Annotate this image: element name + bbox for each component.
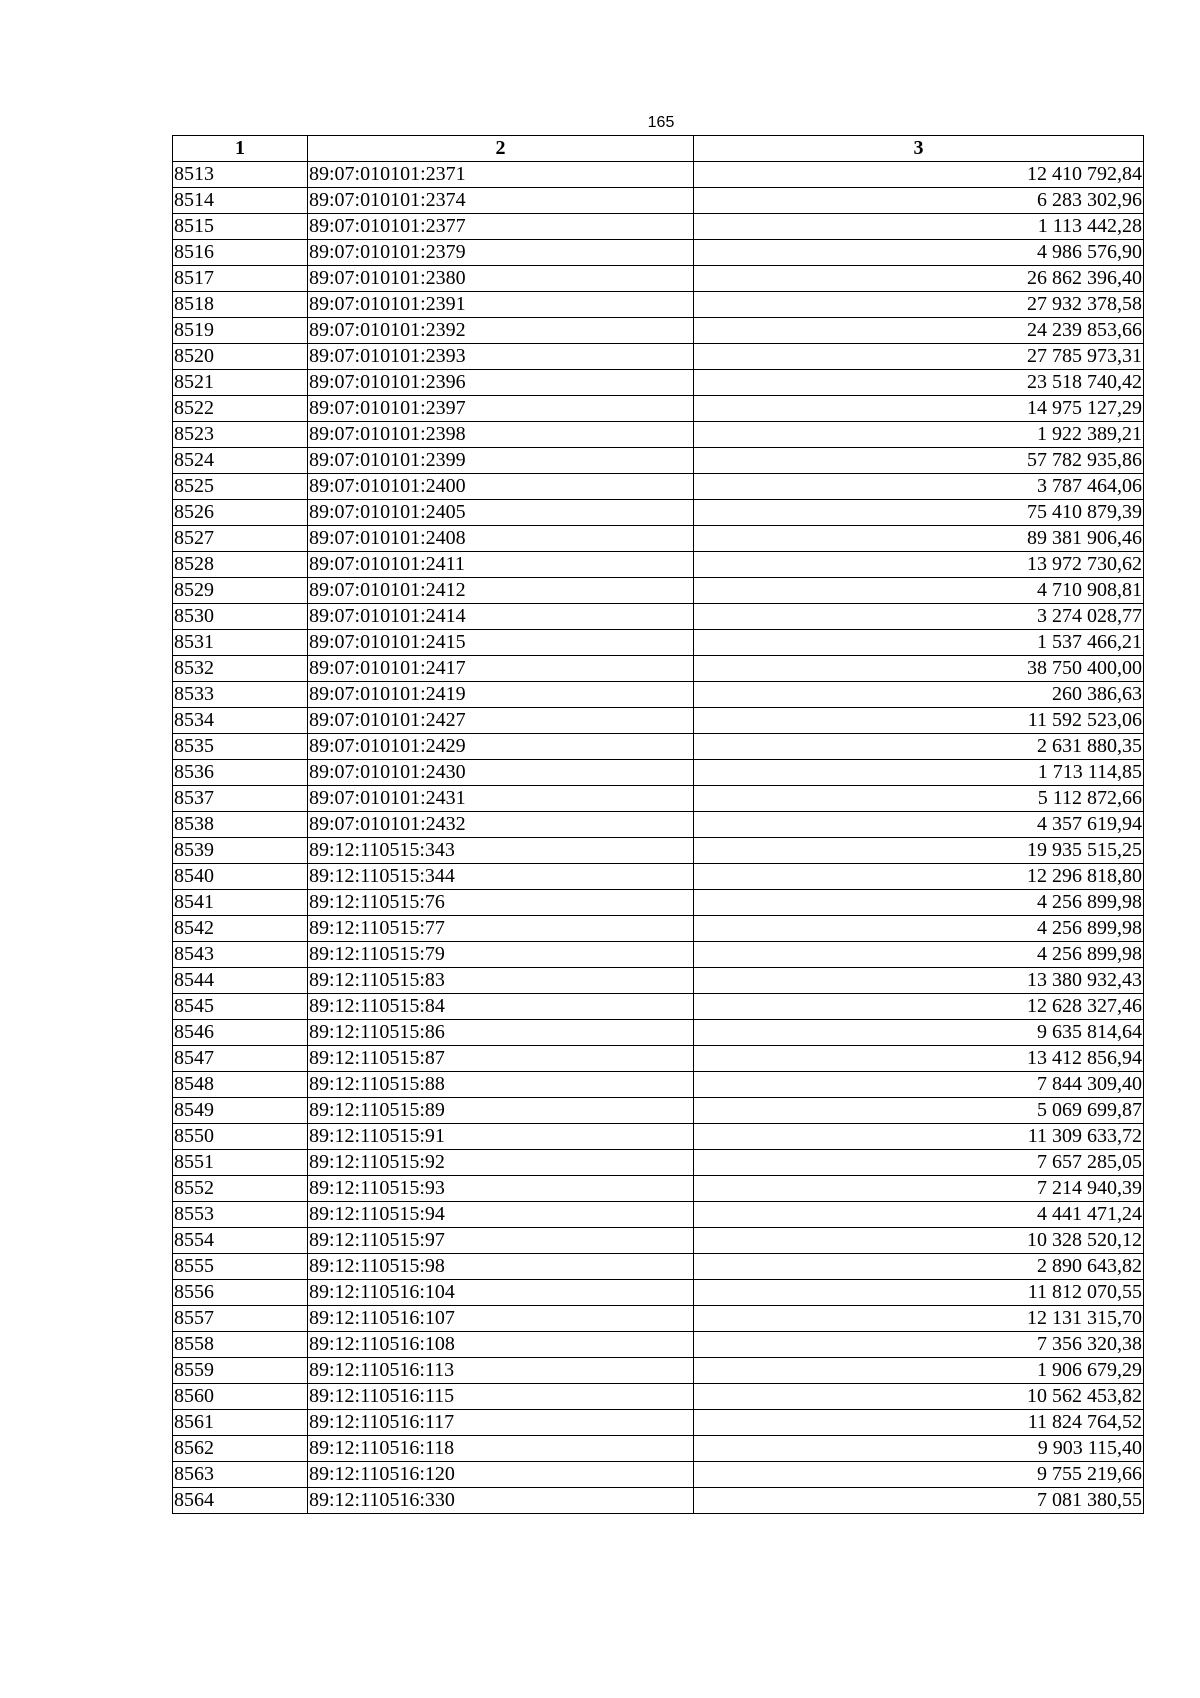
row-number-cell: 8554 (173, 1228, 308, 1254)
cadastral-number-cell: 89:12:110515:83 (308, 968, 694, 994)
value-cell: 27 785 973,31 (694, 344, 1144, 370)
table-row (173, 1020, 1144, 1046)
table-body (173, 162, 1144, 1514)
cadastral-number-cell: 89:12:110515:91 (308, 1124, 694, 1150)
cadastral-number-cell: 89:07:010101:2380 (308, 266, 694, 292)
table-row (173, 344, 1144, 370)
row-number-cell: 8537 (173, 786, 308, 812)
value-cell: 75 410 879,39 (694, 500, 1144, 526)
value-cell: 9 903 115,40 (694, 1436, 1144, 1462)
table-row (173, 1410, 1144, 1436)
value-cell: 12 131 315,70 (694, 1306, 1144, 1332)
value-cell: 5 112 872,66 (694, 786, 1144, 812)
cadastral-number-cell: 89:07:010101:2411 (308, 552, 694, 578)
value-cell: 7 844 309,40 (694, 1072, 1144, 1098)
row-number-cell: 8531 (173, 630, 308, 656)
table-row (173, 526, 1144, 552)
value-cell: 26 862 396,40 (694, 266, 1144, 292)
cadastral-number-cell: 89:07:010101:2412 (308, 578, 694, 604)
value-cell: 6 283 302,96 (694, 188, 1144, 214)
value-cell: 13 380 932,43 (694, 968, 1144, 994)
row-number-cell: 8560 (173, 1384, 308, 1410)
cadastral-number-cell: 89:07:010101:2396 (308, 370, 694, 396)
row-number-cell: 8548 (173, 1072, 308, 1098)
value-cell: 1 537 466,21 (694, 630, 1144, 656)
table-row (173, 318, 1144, 344)
table-row (173, 1280, 1144, 1306)
row-number-cell: 8540 (173, 864, 308, 890)
row-number-cell: 8545 (173, 994, 308, 1020)
row-number-cell: 8541 (173, 890, 308, 916)
table-row (173, 682, 1144, 708)
value-cell: 4 357 619,94 (694, 812, 1144, 838)
value-cell: 2 631 880,35 (694, 734, 1144, 760)
table-row (173, 656, 1144, 682)
cadastral-number-cell: 89:12:110516:330 (308, 1488, 694, 1514)
cadastral-number-cell: 89:07:010101:2377 (308, 214, 694, 240)
table-row (173, 1150, 1144, 1176)
table-row (173, 734, 1144, 760)
value-cell: 260 386,63 (694, 682, 1144, 708)
row-number-cell: 8553 (173, 1202, 308, 1228)
row-number-cell: 8535 (173, 734, 308, 760)
row-number-cell: 8543 (173, 942, 308, 968)
table-row (173, 292, 1144, 318)
table-header-row (173, 136, 1144, 162)
cadastral-number-cell: 89:07:010101:2427 (308, 708, 694, 734)
table-row (173, 1462, 1144, 1488)
row-number-cell: 8523 (173, 422, 308, 448)
value-cell: 4 710 908,81 (694, 578, 1144, 604)
table-row (173, 1384, 1144, 1410)
value-cell: 7 214 940,39 (694, 1176, 1144, 1202)
table-row (173, 188, 1144, 214)
table-row (173, 1436, 1144, 1462)
row-number-cell: 8529 (173, 578, 308, 604)
value-cell: 11 592 523,06 (694, 708, 1144, 734)
table-row (173, 266, 1144, 292)
value-cell: 13 972 730,62 (694, 552, 1144, 578)
table-row (173, 1254, 1144, 1280)
row-number-cell: 8555 (173, 1254, 308, 1280)
cadastral-number-cell: 89:07:010101:2431 (308, 786, 694, 812)
row-number-cell: 8533 (173, 682, 308, 708)
value-cell: 13 412 856,94 (694, 1046, 1144, 1072)
value-cell: 1 713 114,85 (694, 760, 1144, 786)
table-row (173, 838, 1144, 864)
table-row (173, 916, 1144, 942)
table-row (173, 448, 1144, 474)
cadastral-number-cell: 89:12:110515:94 (308, 1202, 694, 1228)
cadastral-number-cell: 89:07:010101:2393 (308, 344, 694, 370)
cadastral-number-cell: 89:07:010101:2432 (308, 812, 694, 838)
value-cell: 4 441 471,24 (694, 1202, 1144, 1228)
value-cell: 5 069 699,87 (694, 1098, 1144, 1124)
row-number-cell: 8522 (173, 396, 308, 422)
table-row (173, 1488, 1144, 1514)
value-cell: 38 750 400,00 (694, 656, 1144, 682)
row-number-cell: 8514 (173, 188, 308, 214)
cadastral-number-cell: 89:12:110515:98 (308, 1254, 694, 1280)
row-number-cell: 8559 (173, 1358, 308, 1384)
cadastral-number-cell: 89:07:010101:2399 (308, 448, 694, 474)
table-row (173, 422, 1144, 448)
column-header-3: 3 (694, 136, 1144, 162)
cadastral-number-cell: 89:12:110515:97 (308, 1228, 694, 1254)
value-cell: 10 562 453,82 (694, 1384, 1144, 1410)
cadastral-number-cell: 89:12:110516:104 (308, 1280, 694, 1306)
row-number-cell: 8562 (173, 1436, 308, 1462)
row-number-cell: 8521 (173, 370, 308, 396)
row-number-cell: 8549 (173, 1098, 308, 1124)
value-cell: 1 113 442,28 (694, 214, 1144, 240)
value-cell: 3 787 464,06 (694, 474, 1144, 500)
table-row (173, 786, 1144, 812)
value-cell: 27 932 378,58 (694, 292, 1144, 318)
row-number-cell: 8518 (173, 292, 308, 318)
row-number-cell: 8558 (173, 1332, 308, 1358)
table-row (173, 214, 1144, 240)
cadastral-number-cell: 89:12:110515:88 (308, 1072, 694, 1098)
row-number-cell: 8530 (173, 604, 308, 630)
table-row (173, 864, 1144, 890)
row-number-cell: 8517 (173, 266, 308, 292)
row-number-cell: 8528 (173, 552, 308, 578)
value-cell: 3 274 028,77 (694, 604, 1144, 630)
value-cell: 89 381 906,46 (694, 526, 1144, 552)
table-row (173, 240, 1144, 266)
table-row (173, 1306, 1144, 1332)
cadastral-number-cell: 89:12:110515:76 (308, 890, 694, 916)
value-cell: 12 296 818,80 (694, 864, 1144, 890)
row-number-cell: 8524 (173, 448, 308, 474)
row-number-cell: 8516 (173, 240, 308, 266)
value-cell: 11 812 070,55 (694, 1280, 1144, 1306)
table-row (173, 1072, 1144, 1098)
value-cell: 24 239 853,66 (694, 318, 1144, 344)
value-cell: 11 824 764,52 (694, 1410, 1144, 1436)
table-row (173, 760, 1144, 786)
row-number-cell: 8556 (173, 1280, 308, 1306)
cadastral-number-cell: 89:12:110515:343 (308, 838, 694, 864)
table-row (173, 604, 1144, 630)
row-number-cell: 8563 (173, 1462, 308, 1488)
value-cell: 9 755 219,66 (694, 1462, 1144, 1488)
row-number-cell: 8519 (173, 318, 308, 344)
cadastral-number-cell: 89:07:010101:2400 (308, 474, 694, 500)
column-header-1: 1 (173, 136, 308, 162)
cadastral-number-cell: 89:07:010101:2398 (308, 422, 694, 448)
cadastral-number-cell: 89:07:010101:2415 (308, 630, 694, 656)
cadastral-number-cell: 89:07:010101:2429 (308, 734, 694, 760)
table-row (173, 994, 1144, 1020)
table-row (173, 1332, 1144, 1358)
value-cell: 11 309 633,72 (694, 1124, 1144, 1150)
table-row (173, 1202, 1144, 1228)
value-cell: 19 935 515,25 (694, 838, 1144, 864)
cadastral-number-cell: 89:12:110515:77 (308, 916, 694, 942)
row-number-cell: 8547 (173, 1046, 308, 1072)
cadastral-number-cell: 89:12:110515:86 (308, 1020, 694, 1046)
cadastral-number-cell: 89:07:010101:2397 (308, 396, 694, 422)
row-number-cell: 8526 (173, 500, 308, 526)
value-cell: 57 782 935,86 (694, 448, 1144, 474)
cadastral-number-cell: 89:12:110516:120 (308, 1462, 694, 1488)
table-row (173, 1046, 1144, 1072)
cadastral-number-cell: 89:07:010101:2392 (308, 318, 694, 344)
cadastral-number-cell: 89:12:110515:89 (308, 1098, 694, 1124)
row-number-cell: 8520 (173, 344, 308, 370)
table-row (173, 968, 1144, 994)
cadastral-number-cell: 89:12:110516:107 (308, 1306, 694, 1332)
cadastral-number-cell: 89:07:010101:2419 (308, 682, 694, 708)
table-row (173, 552, 1144, 578)
cadastral-number-cell: 89:07:010101:2417 (308, 656, 694, 682)
value-cell: 9 635 814,64 (694, 1020, 1144, 1046)
cadastral-number-cell: 89:12:110515:93 (308, 1176, 694, 1202)
cadastral-number-cell: 89:07:010101:2430 (308, 760, 694, 786)
cadastral-number-cell: 89:07:010101:2391 (308, 292, 694, 318)
cadastral-number-cell: 89:12:110516:118 (308, 1436, 694, 1462)
value-cell: 7 081 380,55 (694, 1488, 1144, 1514)
cadastral-number-cell: 89:12:110515:344 (308, 864, 694, 890)
row-number-cell: 8557 (173, 1306, 308, 1332)
cadastral-number-cell: 89:07:010101:2408 (308, 526, 694, 552)
cadastral-number-cell: 89:12:110516:113 (308, 1358, 694, 1384)
row-number-cell: 8534 (173, 708, 308, 734)
table-row (173, 578, 1144, 604)
row-number-cell: 8536 (173, 760, 308, 786)
cadastral-number-cell: 89:12:110515:84 (308, 994, 694, 1020)
table-row (173, 630, 1144, 656)
row-number-cell: 8515 (173, 214, 308, 240)
row-number-cell: 8550 (173, 1124, 308, 1150)
cadastral-number-cell: 89:07:010101:2374 (308, 188, 694, 214)
value-cell: 12 628 327,46 (694, 994, 1144, 1020)
table-row (173, 708, 1144, 734)
row-number-cell: 8513 (173, 162, 308, 188)
cadastral-number-cell: 89:12:110515:92 (308, 1150, 694, 1176)
data-table (172, 135, 1144, 1514)
cadastral-number-cell: 89:07:010101:2414 (308, 604, 694, 630)
table-row (173, 1124, 1144, 1150)
table-row (173, 162, 1144, 188)
table-row (173, 500, 1144, 526)
row-number-cell: 8542 (173, 916, 308, 942)
row-number-cell: 8525 (173, 474, 308, 500)
value-cell: 12 410 792,84 (694, 162, 1144, 188)
page-number: 165 (647, 114, 675, 131)
row-number-cell: 8552 (173, 1176, 308, 1202)
cadastral-number-cell: 89:12:110516:115 (308, 1384, 694, 1410)
value-cell: 7 657 285,05 (694, 1150, 1144, 1176)
column-header-2: 2 (308, 136, 694, 162)
value-cell: 7 356 320,38 (694, 1332, 1144, 1358)
table-row (173, 812, 1144, 838)
row-number-cell: 8532 (173, 656, 308, 682)
row-number-cell: 8538 (173, 812, 308, 838)
table-row (173, 1098, 1144, 1124)
cadastral-number-cell: 89:12:110515:79 (308, 942, 694, 968)
value-cell: 14 975 127,29 (694, 396, 1144, 422)
cadastral-number-cell: 89:12:110516:117 (308, 1410, 694, 1436)
row-number-cell: 8539 (173, 838, 308, 864)
value-cell: 4 256 899,98 (694, 942, 1144, 968)
table-row (173, 474, 1144, 500)
cadastral-number-cell: 89:07:010101:2371 (308, 162, 694, 188)
table-row (173, 942, 1144, 968)
cadastral-number-cell: 89:12:110516:108 (308, 1332, 694, 1358)
value-cell: 1 922 389,21 (694, 422, 1144, 448)
row-number-cell: 8527 (173, 526, 308, 552)
row-number-cell: 8551 (173, 1150, 308, 1176)
value-cell: 23 518 740,42 (694, 370, 1144, 396)
table-row (173, 1228, 1144, 1254)
value-cell: 4 256 899,98 (694, 916, 1144, 942)
table-row (173, 1358, 1144, 1384)
value-cell: 4 256 899,98 (694, 890, 1144, 916)
row-number-cell: 8546 (173, 1020, 308, 1046)
value-cell: 10 328 520,12 (694, 1228, 1144, 1254)
value-cell: 2 890 643,82 (694, 1254, 1144, 1280)
table-row (173, 370, 1144, 396)
row-number-cell: 8564 (173, 1488, 308, 1514)
value-cell: 4 986 576,90 (694, 240, 1144, 266)
row-number-cell: 8561 (173, 1410, 308, 1436)
cadastral-number-cell: 89:07:010101:2379 (308, 240, 694, 266)
value-cell: 1 906 679,29 (694, 1358, 1144, 1384)
table-row (173, 396, 1144, 422)
table-row (173, 890, 1144, 916)
row-number-cell: 8544 (173, 968, 308, 994)
table-row (173, 1176, 1144, 1202)
cadastral-number-cell: 89:07:010101:2405 (308, 500, 694, 526)
cadastral-number-cell: 89:12:110515:87 (308, 1046, 694, 1072)
